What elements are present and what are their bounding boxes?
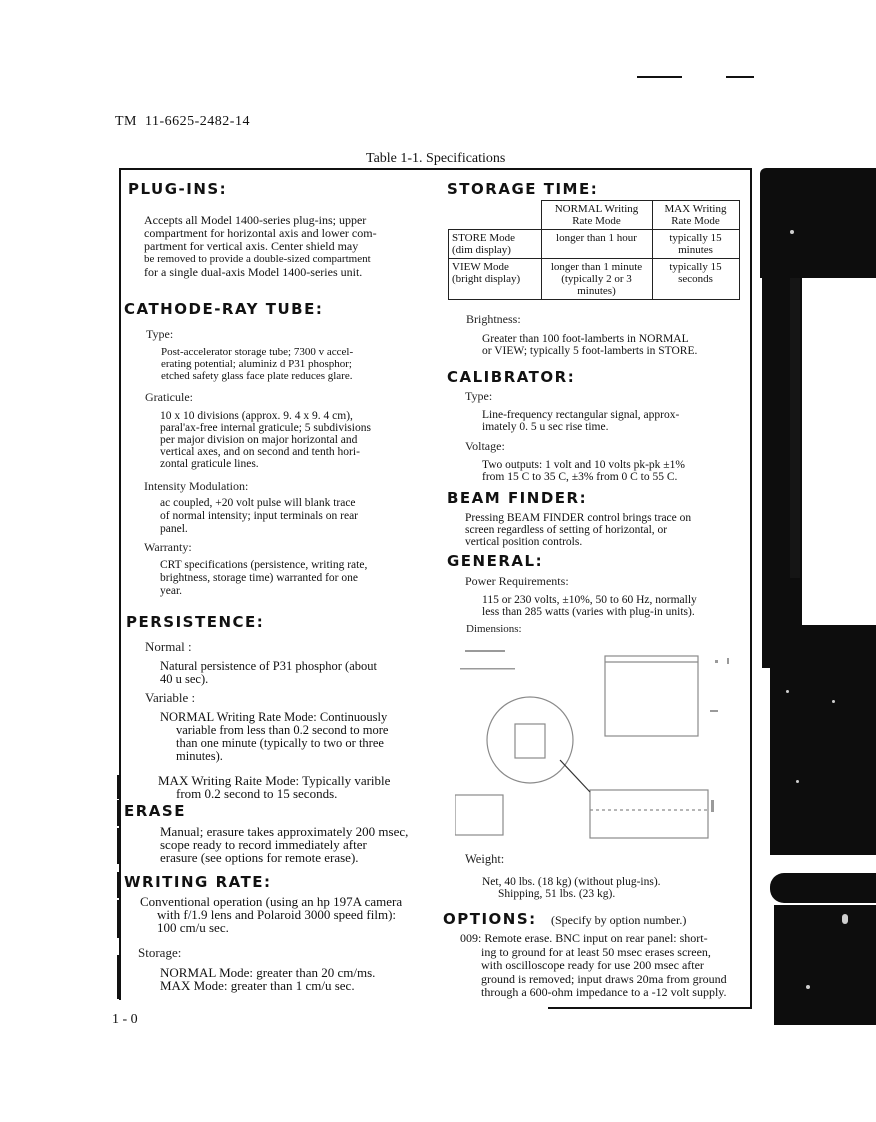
calibrator-type-line: imately 0. 5 u sec rise time. <box>482 421 609 433</box>
plugins-line: be removed to provide a double-sized compartment <box>144 253 371 265</box>
plugins-line: Accepts all Model 1400-series plug-ins; upper <box>144 213 367 227</box>
change-bar <box>117 900 120 938</box>
erase-line: Manual; erasure takes approximately 200 msec, <box>160 824 409 839</box>
options-line: ground is removed; input draws 20ma from ground <box>481 971 727 986</box>
persistence-variable-label: Variable : <box>145 690 196 705</box>
crt-graticule-line: zontal graticule lines. <box>160 458 259 470</box>
power-text <box>482 594 697 618</box>
writing-rate-storage-text <box>160 966 375 992</box>
calibrator-voltage-line: Two outputs: 1 volt and 10 volts pk-pk ±1% <box>482 459 685 471</box>
frame-right <box>750 168 752 1008</box>
scan-edge-dark <box>760 168 876 278</box>
persistence-normal-mode-line: minutes). <box>176 749 223 763</box>
persistence-normal-label: Normal : <box>145 639 192 654</box>
crt-warranty-text <box>160 559 367 598</box>
crt-type-line: erating potential; aluminiz d P31 phosphor; <box>161 358 352 370</box>
crt-warranty-line: CRT specifications (persistence, writing rate, <box>160 559 368 571</box>
crt-graticule-line: 10 x 10 divisions (approx. 9. 4 x 9. 4 cm), <box>160 410 353 422</box>
crt-warranty-line: year. <box>160 585 183 597</box>
crt-intensity-text <box>160 497 358 536</box>
erase-text <box>160 825 408 864</box>
weight-line: Net, 40 lbs. (18 kg) (without plug-ins). <box>482 876 661 888</box>
frame-top <box>119 168 752 170</box>
persistence-max-mode <box>158 774 390 800</box>
crt-type-line: etched safety glass face plate reduces glare. <box>161 370 353 382</box>
general-heading: GENERAL: <box>447 552 544 570</box>
table-cell: typically 15 minutes <box>652 230 739 259</box>
scan-speck <box>832 700 835 703</box>
brightness-line: or VIEW; typically 5 foot-lamberts in STORE. <box>482 345 698 357</box>
calibrator-voltage-label: Voltage: <box>465 439 505 453</box>
crt-warranty-line: brightness, storage time) warranted for one <box>160 572 358 584</box>
persistence-max-mode-line: MAX Writing Raite Mode: Typically varible <box>158 773 391 788</box>
round-view-outline <box>487 697 573 783</box>
persistence-heading: PERSISTENCE: <box>126 613 265 631</box>
crt-type-line: Post-accelerator storage tube; 7300 v accel- <box>161 346 354 358</box>
crt-intensity-label: Intensity Modulation: <box>144 479 249 493</box>
change-bar <box>117 775 120 799</box>
writing-rate-line: 100 cm/u sec. <box>157 920 229 935</box>
table-cell: longer than 1 minute (typically 2 or 3 minutes) <box>541 259 652 300</box>
persistence-normal-mode-line: than one minute (typically to two or three <box>176 736 384 750</box>
plugins-text <box>144 214 444 279</box>
power-line: less than 285 watts (varies with plug-in units). <box>482 606 695 618</box>
options-line: ing to ground for at least 50 msec erases screen, <box>481 944 711 959</box>
table-row-header: STORE Mode (dim display) <box>449 230 542 259</box>
persistence-max-mode-line: from 0.2 second to 15 seconds. <box>176 786 338 801</box>
frame-bottom <box>548 1007 752 1009</box>
change-bar <box>117 955 120 999</box>
persistence-normal-line: Natural persistence of P31 phosphor (about <box>160 659 377 673</box>
crt-intensity-line: of normal intensity; input terminals on rear <box>160 510 359 522</box>
scan-edge-dark <box>770 625 876 855</box>
table-row-header: VIEW Mode (bright display) <box>449 259 542 300</box>
persistence-normal-mode <box>160 711 388 763</box>
persistence-normal-text <box>160 660 377 686</box>
scan-edge-dark <box>790 278 800 578</box>
top-view-outline <box>590 790 708 838</box>
crt-type-text <box>161 346 353 382</box>
table-col-header: MAX Writing Rate Mode <box>652 201 739 230</box>
storage-time-table <box>448 200 740 300</box>
crt-warranty-label: Warranty: <box>144 540 192 554</box>
change-bar <box>117 828 120 864</box>
power-line: 115 or 230 volts, ±10%, 50 to 60 Hz, normally <box>482 594 697 606</box>
calibrator-type-label: Type: <box>465 389 493 403</box>
weight-line: Shipping, 51 lbs. (23 kg). <box>498 888 616 900</box>
header-rule-right <box>726 76 754 78</box>
calibrator-type-text <box>482 409 679 433</box>
scan-speck <box>842 914 848 924</box>
crt-heading: CATHODE-RAY TUBE: <box>124 300 324 318</box>
dimensions-label: Dimensions: <box>466 623 522 635</box>
power-label: Power Requirements: <box>465 574 569 588</box>
crt-graticule-line: vertical axes, and on second and tenth hori- <box>160 446 360 458</box>
erase-line: erasure (see options for remote erase). <box>160 850 359 865</box>
writing-rate-storage-line: MAX Mode: greater than 1 cm/u sec. <box>160 978 355 993</box>
crt-type-label: Type: <box>146 327 174 341</box>
brightness-line: Greater than 100 foot-lamberts in NORMAL <box>482 333 689 345</box>
crt-graticule-line: per major division on major horizontal and <box>160 434 358 446</box>
beam-finder-heading: BEAM FINDER: <box>447 489 588 507</box>
crt-intensity-line: ac coupled, +20 volt pulse will blank trace <box>160 497 356 509</box>
storage-time-heading: STORAGE TIME: <box>447 180 599 198</box>
options-text <box>460 932 727 1000</box>
weight-label: Weight: <box>465 852 505 866</box>
weight-text <box>482 876 661 900</box>
table-cell: longer than 1 hour <box>541 230 652 259</box>
change-bar <box>117 872 120 898</box>
scan-speck <box>786 690 789 693</box>
options-line: through a 600-ohm impedance to a -12 volt supply. <box>481 985 727 999</box>
writing-rate-text <box>140 895 402 934</box>
table-cell: typically 15 seconds <box>652 259 739 300</box>
page-number: 1 - 0 <box>112 1012 138 1027</box>
scan-speck <box>806 985 810 989</box>
table-title: Table 1-1. Specifications <box>366 151 506 166</box>
plugins-line: compartment for horizontal axis and lower com- <box>144 226 377 240</box>
plugins-line: partment for vertical axis. Center shield may <box>144 239 359 253</box>
writing-rate-storage-line: NORMAL Mode: greater than 20 cm/ms. <box>160 965 376 980</box>
beam-finder-line: vertical position controls. <box>465 536 583 548</box>
calibrator-voltage-text <box>482 459 685 483</box>
beam-finder-text <box>465 512 691 548</box>
scan-edge-dark <box>770 873 876 903</box>
crt-graticule-text <box>160 410 371 470</box>
writing-rate-storage-label: Storage: <box>138 945 182 960</box>
calibrator-type-line: Line-frequency rectangular signal, approx- <box>482 409 680 421</box>
scan-edge-dark <box>774 905 876 1025</box>
crt-intensity-line: panel. <box>160 523 188 535</box>
writing-rate-line: Conventional operation (using an hp 197A camera <box>140 894 403 909</box>
writing-rate-line: with f/1.9 lens and Polaroid 3000 speed film): <box>157 907 397 922</box>
brightness-label: Brightness: <box>466 312 521 326</box>
persistence-normal-line: 40 u sec). <box>160 672 209 686</box>
persistence-normal-mode-line: variable from less than 0.2 second to more <box>176 723 389 737</box>
scan-speck <box>796 780 799 783</box>
beam-finder-line: Pressing BEAM FINDER control brings trace on <box>465 512 692 524</box>
dimension-drawing <box>455 640 745 850</box>
calibrator-voltage-line: from 15 C to 35 C, ±3% from 0 C to 55 C. <box>482 471 678 483</box>
table-corner <box>449 201 542 230</box>
beam-finder-line: screen regardless of setting of horizontal, or <box>465 524 668 536</box>
brightness-text <box>482 333 697 357</box>
header-rule-left <box>637 76 682 78</box>
options-heading: OPTIONS: <box>443 910 537 928</box>
options-subheading: (Specify by option number.) <box>551 913 687 927</box>
side-view-outline <box>455 795 503 835</box>
front-view-outline <box>605 656 698 736</box>
persistence-normal-mode-line: NORMAL Writing Rate Mode: Continuously <box>160 710 388 724</box>
writing-rate-heading: WRITING RATE: <box>124 873 272 891</box>
options-line: 009: Remote erase. BNC input on rear panel: short- <box>460 931 708 945</box>
plugins-line: for a single dual-axis Model 1400-series unit. <box>144 265 363 279</box>
crt-graticule-line: paral'ax-free internal graticule; 5 subdivisions <box>160 422 371 434</box>
document-id: TM 11-6625-2482-14 <box>115 114 250 129</box>
calibrator-heading: CALIBRATOR: <box>447 368 576 386</box>
crt-graticule-label: Graticule: <box>145 390 193 404</box>
erase-line: scope ready to record immediately after <box>160 837 367 852</box>
options-line: with oscilloscope ready for use 200 msec after <box>481 958 704 972</box>
erase-heading: ERASE <box>124 802 186 820</box>
plugins-heading: PLUG-INS: <box>128 180 228 198</box>
scan-speck <box>790 230 794 234</box>
table-col-header: NORMAL Writing Rate Mode <box>541 201 652 230</box>
change-bar <box>117 800 120 826</box>
